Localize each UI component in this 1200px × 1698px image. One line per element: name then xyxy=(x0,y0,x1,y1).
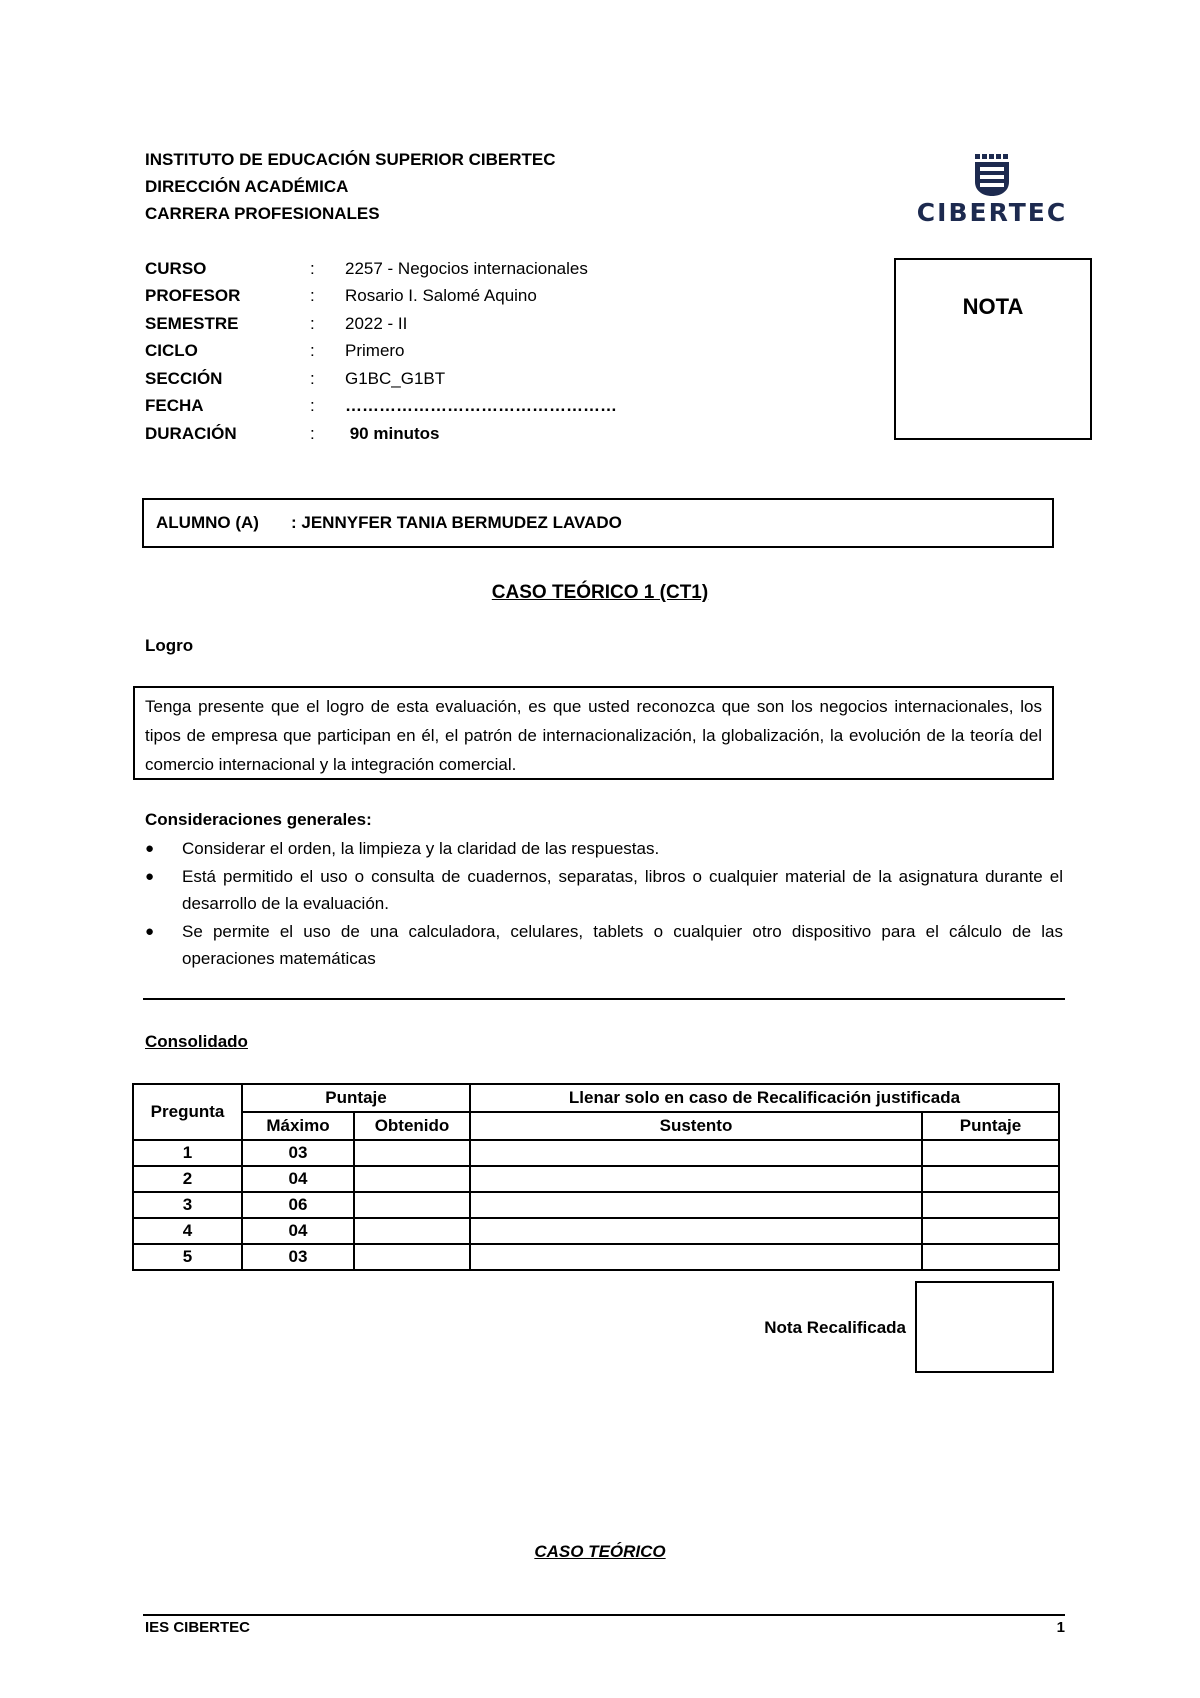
page-number: 1 xyxy=(1056,1619,1065,1636)
cell-sustento[interactable] xyxy=(470,1218,922,1244)
considerations-list xyxy=(145,835,1063,973)
meta-value: 2257 - Negocios internacionales xyxy=(345,258,588,278)
cell-puntaje[interactable] xyxy=(922,1218,1059,1244)
meta-row-duracion xyxy=(145,420,617,448)
list-item xyxy=(145,863,1063,918)
meta-row-seccion xyxy=(145,365,617,393)
header-maximo: Máximo xyxy=(242,1112,354,1140)
meta-label: DURACIÓN xyxy=(145,423,237,443)
grade-label: NOTA xyxy=(962,294,1024,319)
cell-maximo: 03 xyxy=(242,1244,354,1270)
list-item xyxy=(145,835,1063,863)
meta-value: 2022 - II xyxy=(345,313,408,333)
cell-sustento[interactable] xyxy=(470,1166,922,1192)
meta-colon: : xyxy=(310,258,315,278)
header-recalificacion: Llenar solo en caso de Recalificación justificada xyxy=(470,1084,1059,1112)
meta-value: 90 minutos xyxy=(345,423,440,443)
footer-institution: IES CIBERTEC xyxy=(145,1619,251,1636)
meta-label: SEMESTRE xyxy=(145,313,239,333)
bullet-icon: ● xyxy=(145,840,155,857)
meta-label: PROFESOR xyxy=(145,286,241,306)
consolidado-title: Consolidado xyxy=(145,1032,248,1051)
considerations-title: Consideraciones generales: xyxy=(145,810,372,829)
career-name: CARRERA PROFESIONALES xyxy=(145,204,380,223)
cell-pregunta: 4 xyxy=(133,1218,242,1244)
meta-label: CURSO xyxy=(145,258,207,278)
student-name: : JENNYFER TANIA BERMUDEZ LAVADO xyxy=(291,513,622,532)
meta-value: ………………………………………… xyxy=(345,396,617,416)
table-row xyxy=(133,1192,1059,1218)
meta-colon: : xyxy=(310,368,315,388)
divider xyxy=(143,998,1065,1000)
header-puntaje: Puntaje xyxy=(242,1084,470,1112)
table-row xyxy=(133,1140,1059,1166)
cell-pregunta: 3 xyxy=(133,1192,242,1218)
meta-value: Rosario I. Salomé Aquino xyxy=(345,286,537,306)
header-puntaje-recal: Puntaje xyxy=(922,1112,1059,1140)
cell-maximo: 04 xyxy=(242,1166,354,1192)
course-info xyxy=(145,255,617,448)
cell-obtenido[interactable] xyxy=(354,1192,470,1218)
cell-sustento[interactable] xyxy=(470,1140,922,1166)
meta-colon: : xyxy=(310,341,315,361)
meta-colon: : xyxy=(310,423,315,443)
cell-puntaje[interactable] xyxy=(922,1166,1059,1192)
crest-icon xyxy=(912,152,1072,198)
meta-row-semestre xyxy=(145,310,617,338)
list-item-text: Se permite el uso de una calculadora, celulares, tablets o cualquier otro dispositivo para el cálculo de las operaciones matemáticas xyxy=(182,921,1063,968)
list-item-text: Está permitido el uso o consulta de cuadernos, separatas, libros o cualquier material de la asignatura durante el desarrollo de la evaluación. xyxy=(182,866,1063,913)
page-title: CASO TEÓRICO 1 (CT1) xyxy=(491,582,709,603)
meta-row-profesor xyxy=(145,283,617,311)
recalified-grade-label: Nota Recalificada xyxy=(764,1318,906,1337)
table-row xyxy=(133,1244,1059,1270)
cell-obtenido[interactable] xyxy=(354,1218,470,1244)
cell-sustento[interactable] xyxy=(470,1192,922,1218)
meta-row-fecha xyxy=(145,393,617,421)
institute-name: INSTITUTO DE EDUCACIÓN SUPERIOR CIBERTEC xyxy=(145,150,556,169)
cell-sustento[interactable] xyxy=(470,1244,922,1270)
consolidado-table xyxy=(132,1083,1060,1271)
list-item-text: Considerar el orden, la limpieza y la claridad de las respuestas. xyxy=(182,839,660,858)
logo-text: CIBERTEC xyxy=(916,198,1068,227)
list-item xyxy=(145,918,1063,973)
logro-label: Logro xyxy=(145,636,194,655)
section-title: CASO TEÓRICO xyxy=(534,1542,666,1561)
meta-value: G1BC_G1BT xyxy=(345,368,446,388)
student-label: ALUMNO (A) xyxy=(156,513,259,532)
cell-puntaje[interactable] xyxy=(922,1192,1059,1218)
table-row xyxy=(133,1166,1059,1192)
cibertec-logo xyxy=(912,152,1072,232)
header-obtenido: Obtenido xyxy=(354,1112,470,1140)
meta-colon: : xyxy=(310,286,315,306)
meta-label: CICLO xyxy=(145,341,198,361)
meta-label: SECCIÓN xyxy=(145,368,223,388)
logro-box xyxy=(133,686,1054,780)
bullet-icon: ● xyxy=(145,922,155,940)
cell-obtenido[interactable] xyxy=(354,1244,470,1270)
cell-maximo: 04 xyxy=(242,1218,354,1244)
cell-puntaje[interactable] xyxy=(922,1244,1059,1270)
cell-maximo: 03 xyxy=(242,1140,354,1166)
cell-obtenido[interactable] xyxy=(354,1140,470,1166)
meta-row-curso xyxy=(145,255,617,283)
header-pregunta: Pregunta xyxy=(133,1084,242,1140)
department-name: DIRECCIÓN ACADÉMICA xyxy=(145,177,349,196)
meta-colon: : xyxy=(310,313,315,333)
table-row xyxy=(133,1218,1059,1244)
grade-box[interactable] xyxy=(894,258,1092,440)
cell-maximo: 06 xyxy=(242,1192,354,1218)
meta-label: FECHA xyxy=(145,396,204,416)
meta-row-ciclo xyxy=(145,338,617,366)
header-sustento: Sustento xyxy=(470,1112,922,1140)
cell-obtenido[interactable] xyxy=(354,1166,470,1192)
cell-pregunta: 1 xyxy=(133,1140,242,1166)
recalified-grade-box[interactable] xyxy=(915,1281,1054,1373)
meta-value: Primero xyxy=(345,341,405,361)
bullet-icon: ● xyxy=(145,867,155,885)
cell-pregunta: 5 xyxy=(133,1244,242,1270)
logro-text: Tenga presente que el logro de esta evaluación, es que usted reconozca que son los negocios internacionales, los tipos de empresa que participan en él, el patrón de internacionalización, la globalización, la evolución de la teoría del comercio internacional y la integración comercial. xyxy=(145,697,1042,774)
footer-divider xyxy=(143,1614,1065,1616)
student-box xyxy=(142,498,1054,548)
cell-puntaje[interactable] xyxy=(922,1140,1059,1166)
cell-pregunta: 2 xyxy=(133,1166,242,1192)
meta-colon: : xyxy=(310,396,315,416)
